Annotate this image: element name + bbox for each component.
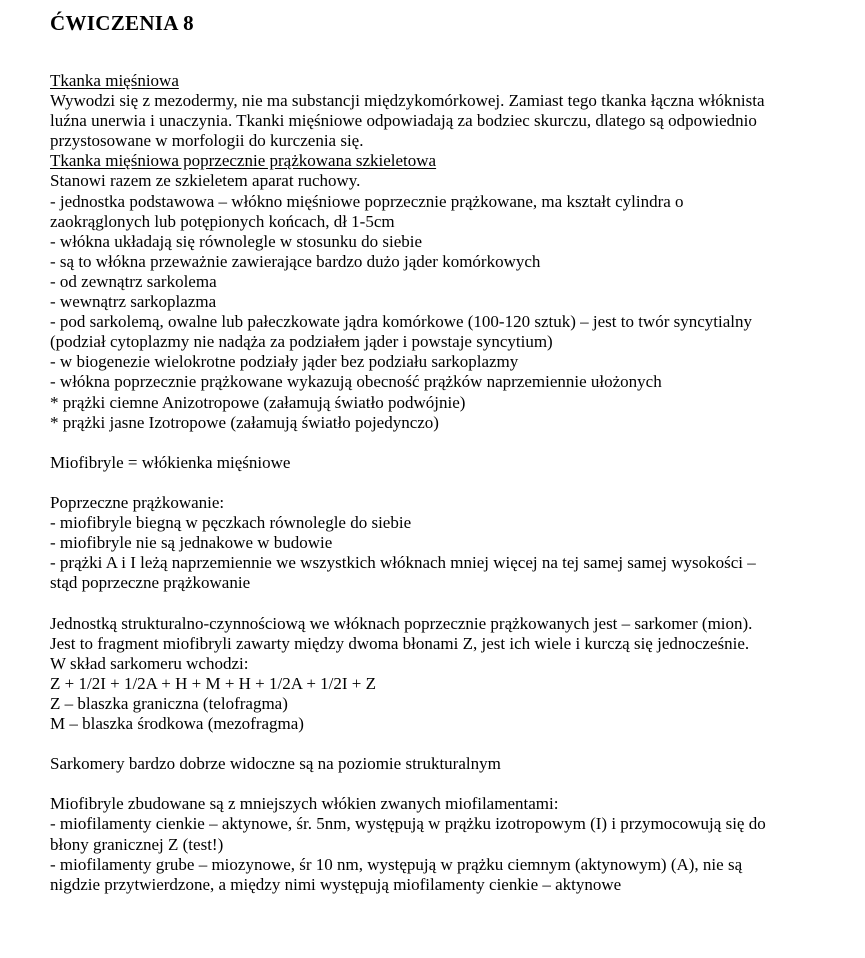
text-line: - od zewnątrz sarkolema bbox=[50, 271, 217, 291]
section-heading bbox=[50, 71, 823, 91]
text-line: - włókna układają się równolegle w stosunku do siebie bbox=[50, 231, 423, 251]
text-line: Stanowi razem ze szkieletem aparat ruchowy. bbox=[50, 171, 361, 191]
text-line: stąd poprzeczne prążkowanie bbox=[50, 573, 251, 593]
text-line: - w biogenezie wielokrotne podziały jąder bez podziału sarkoplazmy bbox=[50, 352, 519, 372]
text-line: luźna unerwia i unaczynia. Tkanki mięśniowe odpowiadają za bodziec skurczu, dlatego są odpowiednio bbox=[50, 111, 757, 131]
text-line: M – blaszka środkowa (mezofragma) bbox=[50, 714, 304, 733]
text-line: Sarkomery bardzo dobrze widoczne są na poziomie strukturalnym bbox=[50, 754, 501, 774]
text-line: - miofilamenty cienkie – aktynowe, śr. 5nm, występują w prążku izotropowym (I) i przymocowują się do bbox=[50, 814, 766, 834]
blank-line bbox=[50, 774, 823, 794]
text-line: - prążki A i I leżą naprzemiennie we wszystkich włóknach mniej więcej na tej samej samej wysokości – bbox=[50, 553, 756, 573]
blank-line bbox=[50, 593, 823, 613]
blank-line bbox=[50, 734, 823, 754]
text-line: - miofilamenty grube – miozynowe, śr 10 nm, występują w prążku ciemnym (aktynowym) (A), nie są bbox=[50, 854, 743, 874]
text-line: Miofibryle zbudowane są z mniejszych włókien zwanych miofilamentami: bbox=[50, 794, 559, 814]
text-line: Miofibryle = włókienka mięśniowe bbox=[50, 452, 291, 472]
blank-line bbox=[50, 433, 823, 453]
text-line: Poprzeczne prążkowanie: bbox=[50, 492, 225, 512]
text-line: nigdzie przytwierdzone, a między nimi występują miofilamenty cienkie – aktynowe bbox=[50, 874, 622, 894]
text-line: - miofibryle nie są jednakowe w budowie bbox=[50, 533, 333, 553]
blank-line bbox=[50, 473, 823, 493]
text-line: Jednostką strukturalno-czynnościową we włóknach poprzecznie prążkowanych jest – sarkomer (mion). bbox=[50, 613, 753, 633]
text-line: - wewnątrz sarkoplazma bbox=[50, 292, 217, 312]
text-line: - pod sarkolemą, owalne lub pałeczkowate jądra komórkowe (100-120 sztuk) – jest to twór syncytialny bbox=[50, 312, 752, 332]
section-heading-text: Tkanka mięśniowa bbox=[50, 71, 179, 90]
text-line: Wywodzi się z mezodermy, nie ma substancji międzykomórkowej. Zamiast tego tkanka łączna włóknista bbox=[50, 91, 765, 111]
text-line: - miofibryle biegną w pęczkach równolegle do siebie bbox=[50, 513, 412, 533]
text-line: Z + 1/2I + 1/2A + H + M + H + 1/2A + 1/2I + Z bbox=[50, 673, 377, 693]
text-line: błony granicznej Z (test!) bbox=[50, 834, 224, 854]
text-line: zaokrąglonych lub potępionych końcach, dł 1-5cm bbox=[50, 211, 395, 231]
text-line: - jednostka podstawowa – włókno mięśniowe poprzecznie prążkowane, ma kształt cylindra o bbox=[50, 191, 684, 211]
text-line: * prążki ciemne Anizotropowe (załamują światło podwójnie) bbox=[50, 392, 466, 412]
section-heading bbox=[50, 151, 823, 171]
document-body bbox=[50, 71, 823, 895]
text-line: przystosowane w morfologii do kurczenia się. bbox=[50, 131, 364, 151]
text-line: Z – blaszka graniczna (telofragma) bbox=[50, 693, 288, 713]
section-heading-text: Tkanka mięśniowa poprzecznie prążkowana szkieletowa bbox=[50, 151, 437, 171]
text-line: - włókna poprzecznie prążkowane wykazują obecność prążków naprzemiennie ułożonych bbox=[50, 372, 662, 392]
text-line: (podział cytoplazmy nie nadąża za podziałem jąder i powstaje syncytium) bbox=[50, 332, 553, 352]
text-line: Jest to fragment miofibryli zawarty między dwoma błonami Z, jest ich wiele i kurczą się jednocześnie. bbox=[50, 633, 750, 653]
text-line: * prążki jasne Izotropowe (załamują światło pojedynczo) bbox=[50, 412, 439, 432]
text-line: W skład sarkomeru wchodzi: bbox=[50, 653, 249, 673]
page-title: ĆWICZENIA 8 bbox=[50, 11, 194, 35]
text-line: - są to włókna przeważnie zawierające bardzo dużo jąder komórkowych bbox=[50, 251, 541, 271]
